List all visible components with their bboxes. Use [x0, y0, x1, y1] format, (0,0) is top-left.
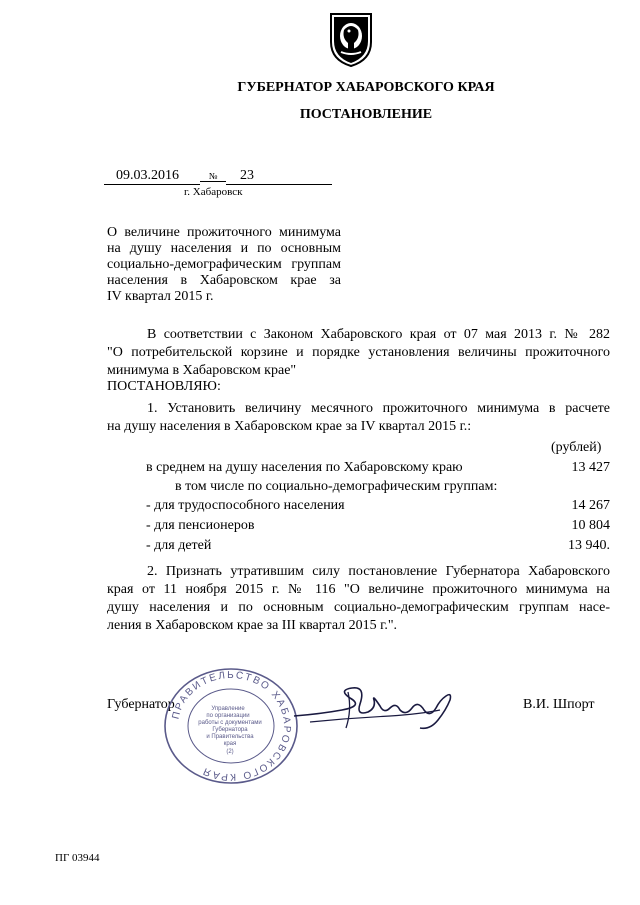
value-amount: 13 427 — [571, 460, 610, 475]
document-subject — [107, 225, 341, 305]
subject-line: социально-демографическим группам — [107, 257, 341, 272]
number-sign: № — [200, 171, 226, 182]
preamble-line: "О потребительской корзине и порядке установления величины прожиточного — [107, 345, 610, 360]
authority-heading: ГУБЕРНАТОР ХАБАРОВСКОГО КРАЯ — [237, 80, 495, 95]
value-amount: 13 940. — [568, 538, 610, 553]
subject-line: населения в Хабаровском крае за — [107, 273, 341, 288]
value-label: - для пенсионеров — [146, 518, 255, 533]
subject-line: IV квартал 2015 г. — [107, 289, 214, 304]
item2-line: 2. Признать утратившим силу постановление Губернатора Хабаровского — [147, 564, 610, 579]
signatory-name: В.И. Шпорт — [523, 697, 595, 712]
svg-text:по организации: по организации — [206, 713, 250, 719]
value-amount: 14 267 — [571, 498, 610, 513]
item1-line: на душу населения в Хабаровском крае за IV квартал 2015 г.: — [107, 419, 472, 434]
item2-line: душу населения и по основным социально-демографическим группам насе- — [107, 600, 610, 615]
value-label: в среднем на душу населения по Хабаровскому краю — [146, 460, 463, 475]
decree-word: ПОСТАНОВЛЯЮ: — [107, 379, 221, 394]
official-seal-stamp — [156, 666, 306, 786]
document-city: г. Хабаровск — [184, 186, 243, 198]
svg-text:Губернатора: Губернатора — [212, 727, 248, 733]
document-type-heading: ПОСТАНОВЛЕНИЕ — [299, 107, 433, 122]
preamble-line: В соответствии с Законом Хабаровского края от 07 мая 2013 г. № 282 — [147, 327, 610, 342]
subject-line: на душу населения и по основным — [107, 241, 341, 256]
svg-text:(2): (2) — [226, 749, 234, 755]
svg-text:работы с документами: работы с документами — [198, 720, 262, 726]
date-number-line — [104, 168, 332, 185]
value-label: - для детей — [146, 538, 212, 553]
subject-line: О величине прожиточного минимума — [107, 225, 341, 240]
item2-line: края от 11 ноября 2015 г. № 116 "О величине прожиточного минимума на — [107, 582, 610, 597]
currency-note: (рублей) — [551, 440, 602, 455]
value-amount: 10 804 — [571, 518, 610, 533]
svg-text:ПРАВИТЕЛЬСТВО ХАБАРОВСКОГО КРА: ПРАВИТЕЛЬСТВО ХАБАРОВСКОГО КРАЯ — [170, 669, 293, 783]
signatory-title: Губернатор — [107, 697, 175, 712]
document-number: 23 — [226, 168, 332, 185]
svg-text:Управление: Управление — [211, 706, 245, 712]
coat-of-arms-emblem — [327, 10, 375, 68]
svg-text:края: края — [223, 741, 237, 747]
groups-header: в том числе по социально-демографическим группам: — [175, 479, 498, 494]
handwritten-signature — [290, 670, 460, 740]
item1-line: 1. Установить величину месячного прожиточного минимума в расчете — [147, 401, 610, 416]
value-label: - для трудоспособного населения — [146, 498, 345, 513]
footer-form-code: ПГ 03944 — [55, 852, 100, 864]
svg-text:и Правительства: и Правительства — [206, 734, 254, 740]
item2-line: ления в Хабаровском крае за III квартал 2015 г.". — [107, 618, 398, 633]
document-date: 09.03.2016 — [104, 168, 200, 185]
preamble-line: минимума в Хабаровском крае" — [107, 363, 297, 378]
